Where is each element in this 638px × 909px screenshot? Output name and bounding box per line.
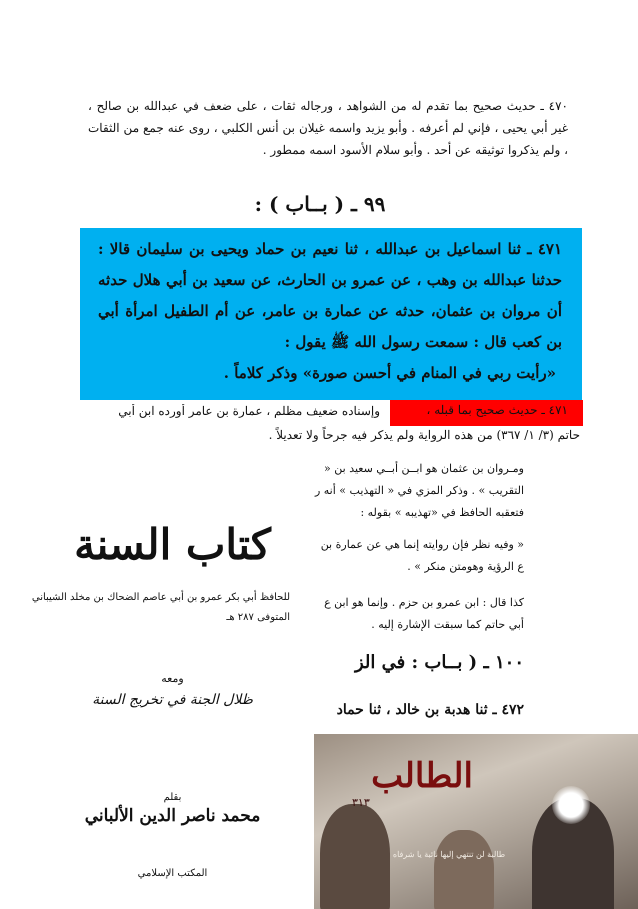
cover-by-label: بقلم [163, 792, 182, 803]
clipped-paragraph-2: « وفيه نظر فإن روايته إنما هي عن عمارة بن ع الرؤية وهومتن منكر » . [320, 538, 524, 573]
cover-publisher: المكتب الإسلامي [137, 868, 208, 879]
cover-commentary-title: ظلال الجنة في تخريج السنة [92, 692, 253, 708]
cover-with-label: ومعه [161, 672, 184, 685]
chapter-heading-100: ١٠٠ ـ ( بــاب : في الز [354, 652, 524, 673]
cover-death-date: المتوفى ٢٨٧ هـ [226, 612, 290, 623]
clipped-paragraph-1: ومـروان بن عثمان هو ابــن أبــي سعيد بن « التقريب » . وذكر المزي في « التهذيب » أنه ر فتعقبه الحافظ في «تهذيبه » بقوله : [314, 462, 524, 519]
figure-center [434, 830, 494, 909]
photo-number: ٣١٣ [352, 796, 370, 809]
chapter-heading-99: ٩٩ ـ ( بــاب ) : [254, 192, 386, 216]
historical-scene-photo [314, 734, 638, 909]
clipped-paragraph-3: كذا قال : ابن عمرو بن حزم . وإنما هو ابن ع أبي حاتم كما سبقت الإشارة إليه . [324, 596, 524, 631]
light-halo [552, 786, 590, 824]
book-cover [31, 440, 305, 909]
highlight-471-text: ٤٧١ ـ حديث صحيح بما قبله ، [426, 403, 568, 417]
cover-title: كتاب السنة [74, 520, 271, 569]
hadith-471-text: ٤٧١ ـ ثنا اسماعيل بن عبدالله ، ثنا نعيم بن حماد ويحيى بن سليمان قالا : حدثنا عبدالله بن وهب ، عن عمرو بن الحارث، عن سعيد بن أبي هلال حدثه أن مروان بن عثمان، حدثه عن عمارة بن عامر، عن أم الطفيل امرأة أبي بن كعب قال : سمعت رسول الله ﷺ يقول : [98, 240, 562, 351]
photo-title: الطالب [371, 756, 473, 796]
hadith-471-quote: «رأيت ربي في المنام في أحسن صورة» وذكر كلاماً . [223, 364, 556, 382]
photo-tagline: طالبة لن تنتهي إليها نائبة يا شرفاه [392, 850, 506, 859]
hadith-472-start: ٤٧٢ ـ ثنا هدبة بن خالد ، ثنا حماد [336, 702, 524, 718]
cover-editor: محمد ناصر الدين الألباني [84, 806, 261, 826]
cover-author: للحافظ أبي بكر عمرو بن أبي عاصم الضحاك بن مخلد الشيباني [31, 592, 290, 603]
takhrij-line-2: حاتم (٣/ ١/ ٣٦٧) من هذه الرواية ولم يذكر فيه جرحاً ولا تعديلاً . [268, 428, 580, 442]
hadith-471-highlight-box [80, 228, 582, 400]
paragraph-470: ٤٧٠ ـ حديث صحيح بما تقدم له من الشواهد ، ورجاله ثقات ، على ضعف في عبدالله بن صالح ، غير أبي يحيى ، فإني لم أعرفه . وأبو يزيد واسمه غيلان بن أنس الكلبي ، روى عنه جمع من الثقات ، ولم يذكروا توثيقه عن أحد . وأبو سلام الأسود اسمه ممطور . [88, 99, 568, 157]
takhrij-line-1: وإسناده ضعيف مظلم ، عمارة بن عامر أورده ابن أبي [118, 404, 380, 418]
